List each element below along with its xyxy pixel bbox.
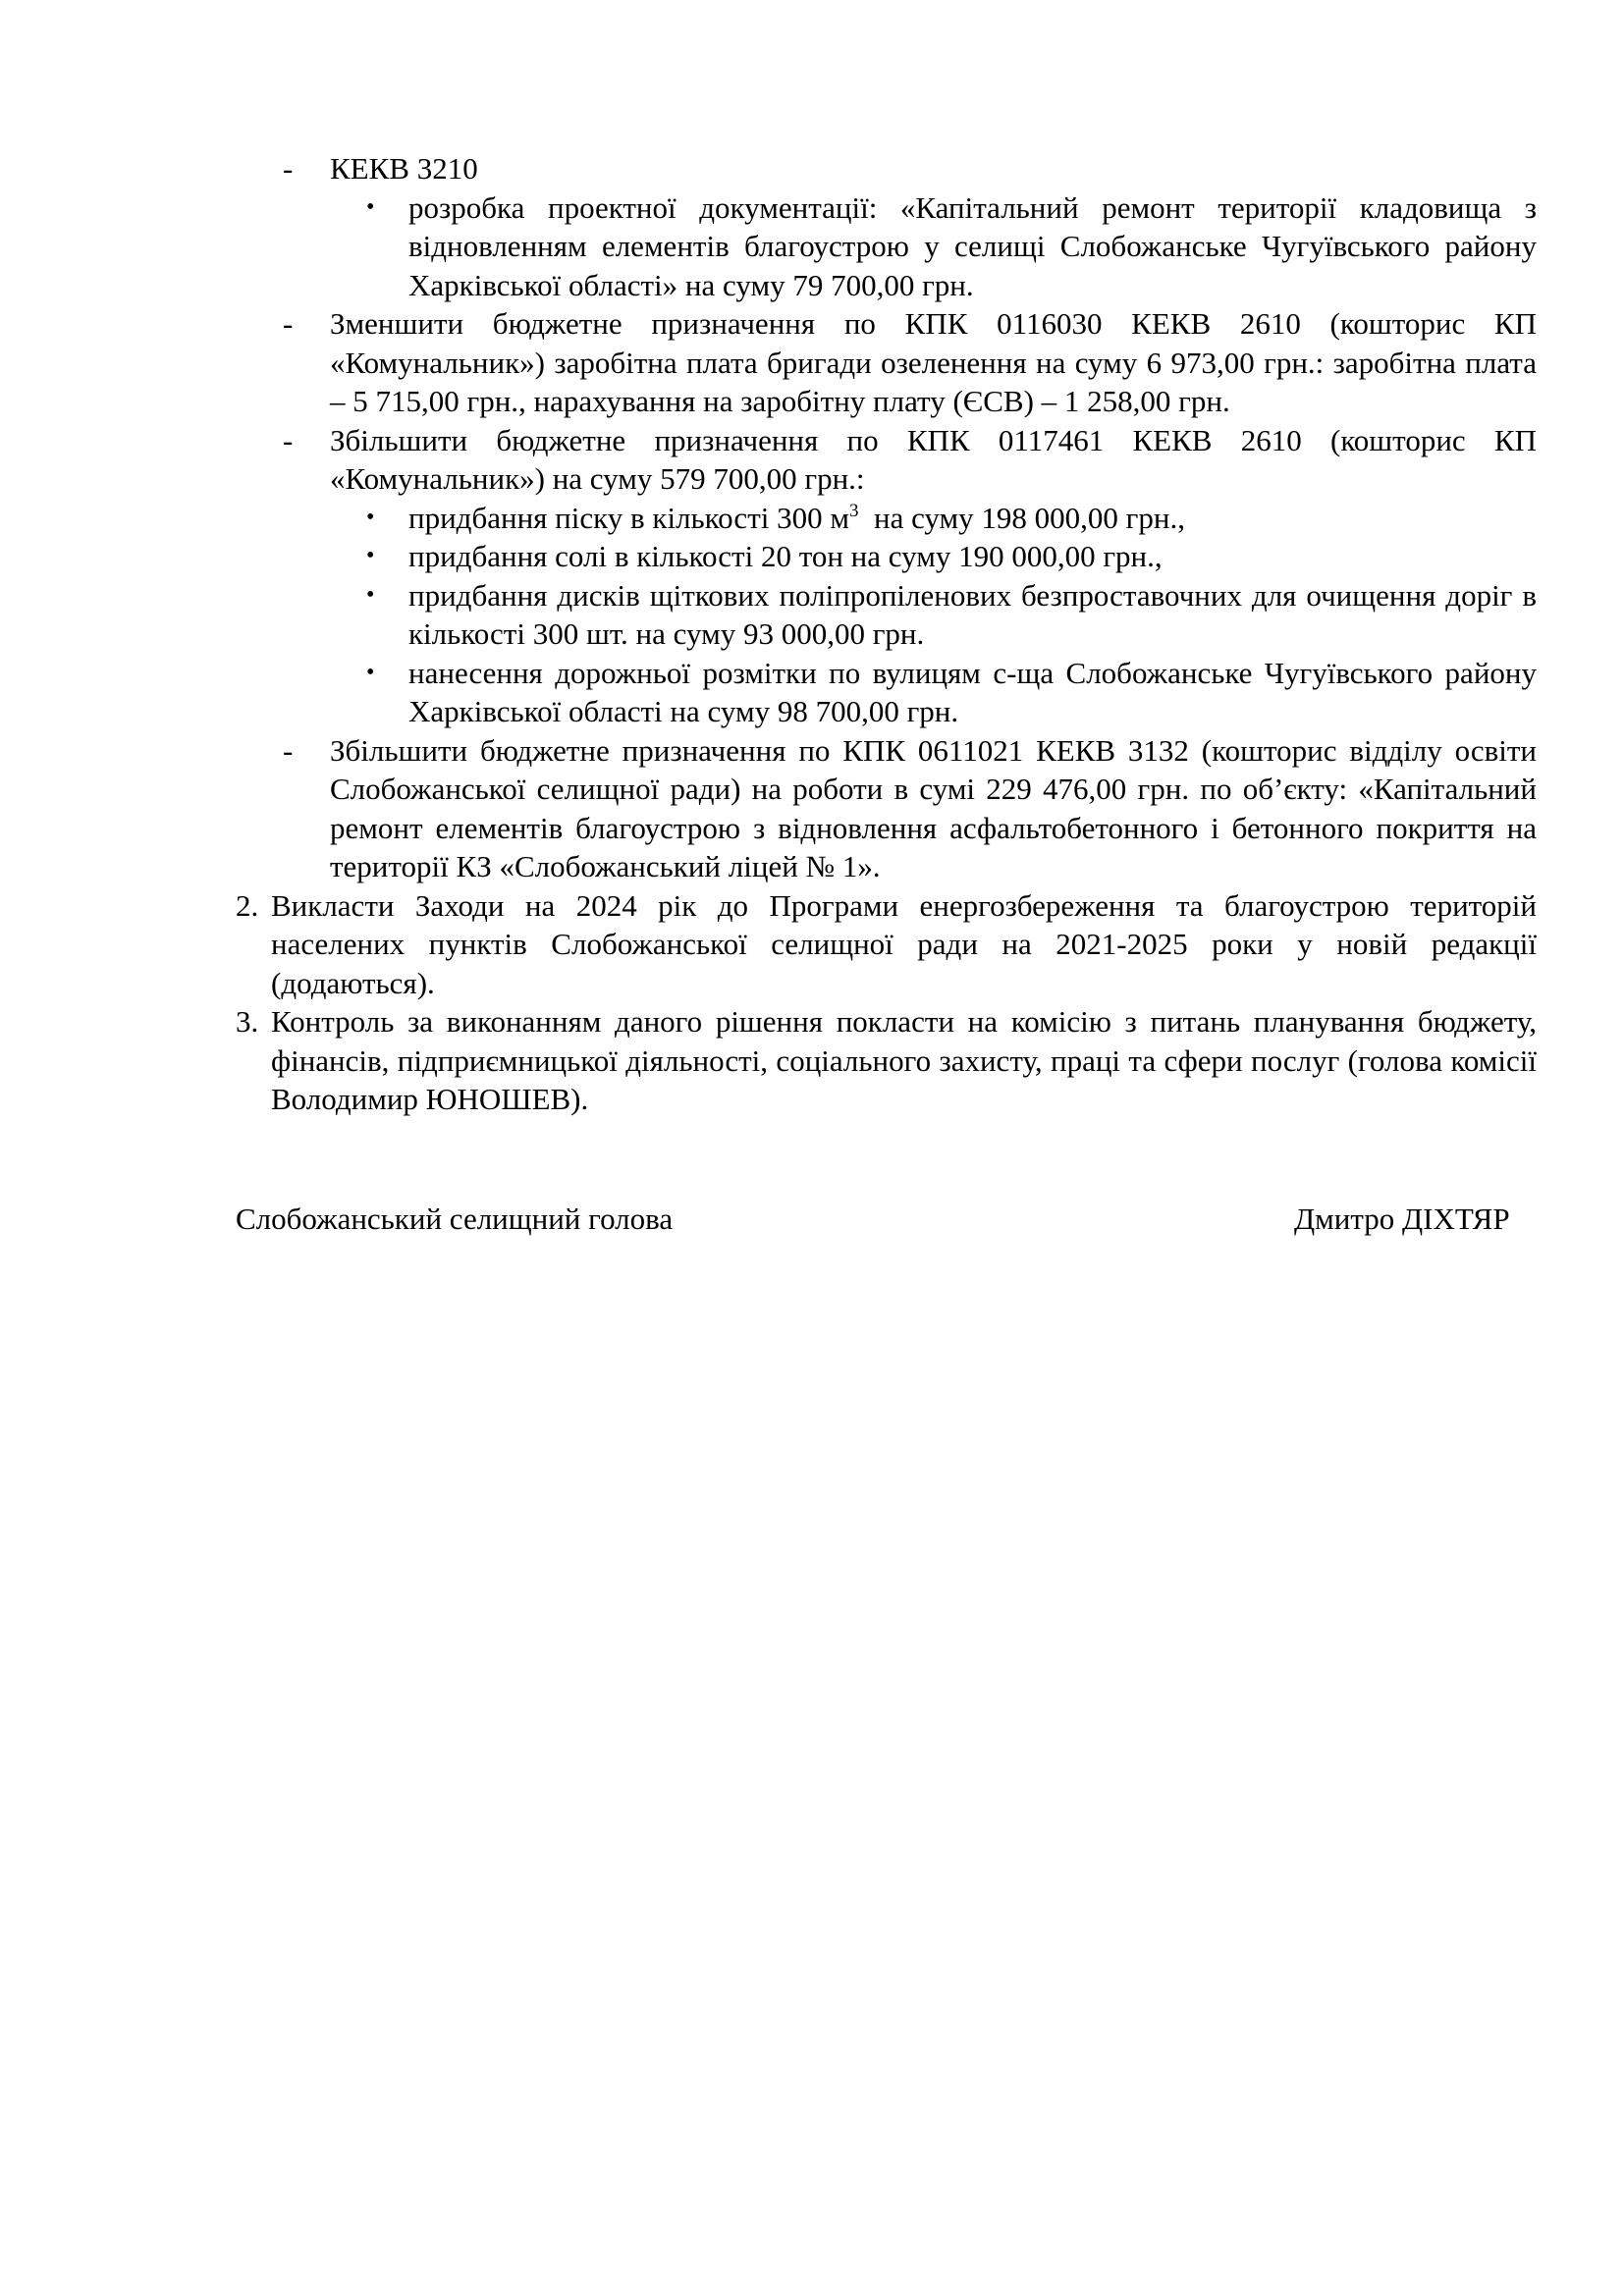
bullet-item-design-docs — [236, 188, 1537, 305]
item-number: 3. — [236, 1004, 259, 1039]
list-item-kekv-3210 — [236, 149, 1537, 188]
decision-body — [236, 149, 1537, 1119]
bullet-item-brush-discs — [236, 576, 1537, 654]
list-item-text: Збільшити бюджетне призначення по КПК 0611021 КЕКВ 3132 (кошторис відділу освіти Слобожанської селищної ради) на роботи в сумі 229 476,00 грн. по об’єкту: «Капітальний ремонт елементів благоустрою з відновлення асфальтобетонного і бетонного покриття на території КЗ «Слобожанський ліцей № 1». — [330, 732, 1537, 883]
numbered-item-3 — [236, 1002, 1537, 1119]
dash-marker: - — [283, 306, 294, 341]
kekv-label: КЕКВ 3210 — [330, 151, 478, 186]
dash-marker: - — [283, 422, 294, 457]
dash-marker: - — [283, 732, 294, 768]
bullet-text: розробка проектної документації: «Капітальний ремонт території кладовища з відновленням елементів благоустрою у селищі Слобожанське Чугуївського району Харківської області» на суму 79 700,00 грн. — [408, 189, 1537, 302]
signature-position: Слобожанський селищний голова — [236, 1201, 674, 1236]
superscript-three: 3 — [848, 500, 859, 521]
bullet-text: нанесення дорожньої розмітки по вулицям с-ща Слобожанське Чугуївського району Харківської області на суму 98 700,00 грн. — [408, 655, 1537, 728]
bullet-text: придбання дисків щіткових поліпропіленових безпроставочних для очищення доріг в кількості 300 шт. на суму 93 000,00 грн. — [408, 577, 1537, 651]
bullet-item-road-marking — [236, 654, 1537, 731]
bullet-marker: • — [366, 504, 375, 530]
list-item-text: Зменшити бюджетне призначення по КПК 0116030 КЕКВ 2610 (кошторис КП «Комунальник») заробітна плата бригади озеленення на суму 6 973,00 грн.: заробітна плата – 5 715,00 грн., нарахування на заробітну плату (ЄСВ) – 1 258,00 грн. — [330, 306, 1537, 418]
bullet-marker: • — [366, 543, 375, 568]
list-item-text: Збільшити бюджетне призначення по КПК 0117461 КЕКВ 2610 (кошторис КП «Комунальник») на суму 579 700,00 грн.: — [330, 422, 1537, 496]
bullet-item-sand — [236, 499, 1537, 538]
list-item-reduce-budget — [236, 304, 1537, 421]
bullet-text: придбання солі в кількості 20 тон на суму 190 000,00 грн., — [408, 539, 1163, 573]
bullet-text: придбання піску в кількості 300 м — [408, 500, 849, 535]
bullet-text-after: на суму 198 000,00 грн., — [858, 500, 1185, 535]
bullet-item-salt — [236, 537, 1537, 576]
bullet-marker: • — [366, 581, 375, 608]
signature-name: Дмитро ДІХТЯР — [1294, 1201, 1510, 1236]
list-item-increase-0611021 — [236, 731, 1537, 886]
list-item-increase-0117461 — [236, 421, 1537, 499]
item-number: 2. — [236, 887, 259, 923]
numbered-item-2 — [236, 886, 1537, 1003]
numbered-item-text: Контроль за виконанням даного рішення покласти на комісію з питань планування бюджету, фінансів, підприємницької діяльності, соціального захисту, праці та сфери послуг (голова комісії Володимир ЮНОШЕВ). — [271, 1004, 1537, 1116]
bullet-marker: • — [366, 659, 375, 685]
dash-marker: - — [283, 151, 294, 186]
bullet-marker: • — [366, 193, 375, 220]
numbered-item-text: Викласти Заходи на 2024 рік до Програми енергозбереження та благоустрою територій населених пунктів Слобожанської селищної ради на 2021-2025 роки у новій редакції (додаються). — [271, 887, 1537, 1000]
